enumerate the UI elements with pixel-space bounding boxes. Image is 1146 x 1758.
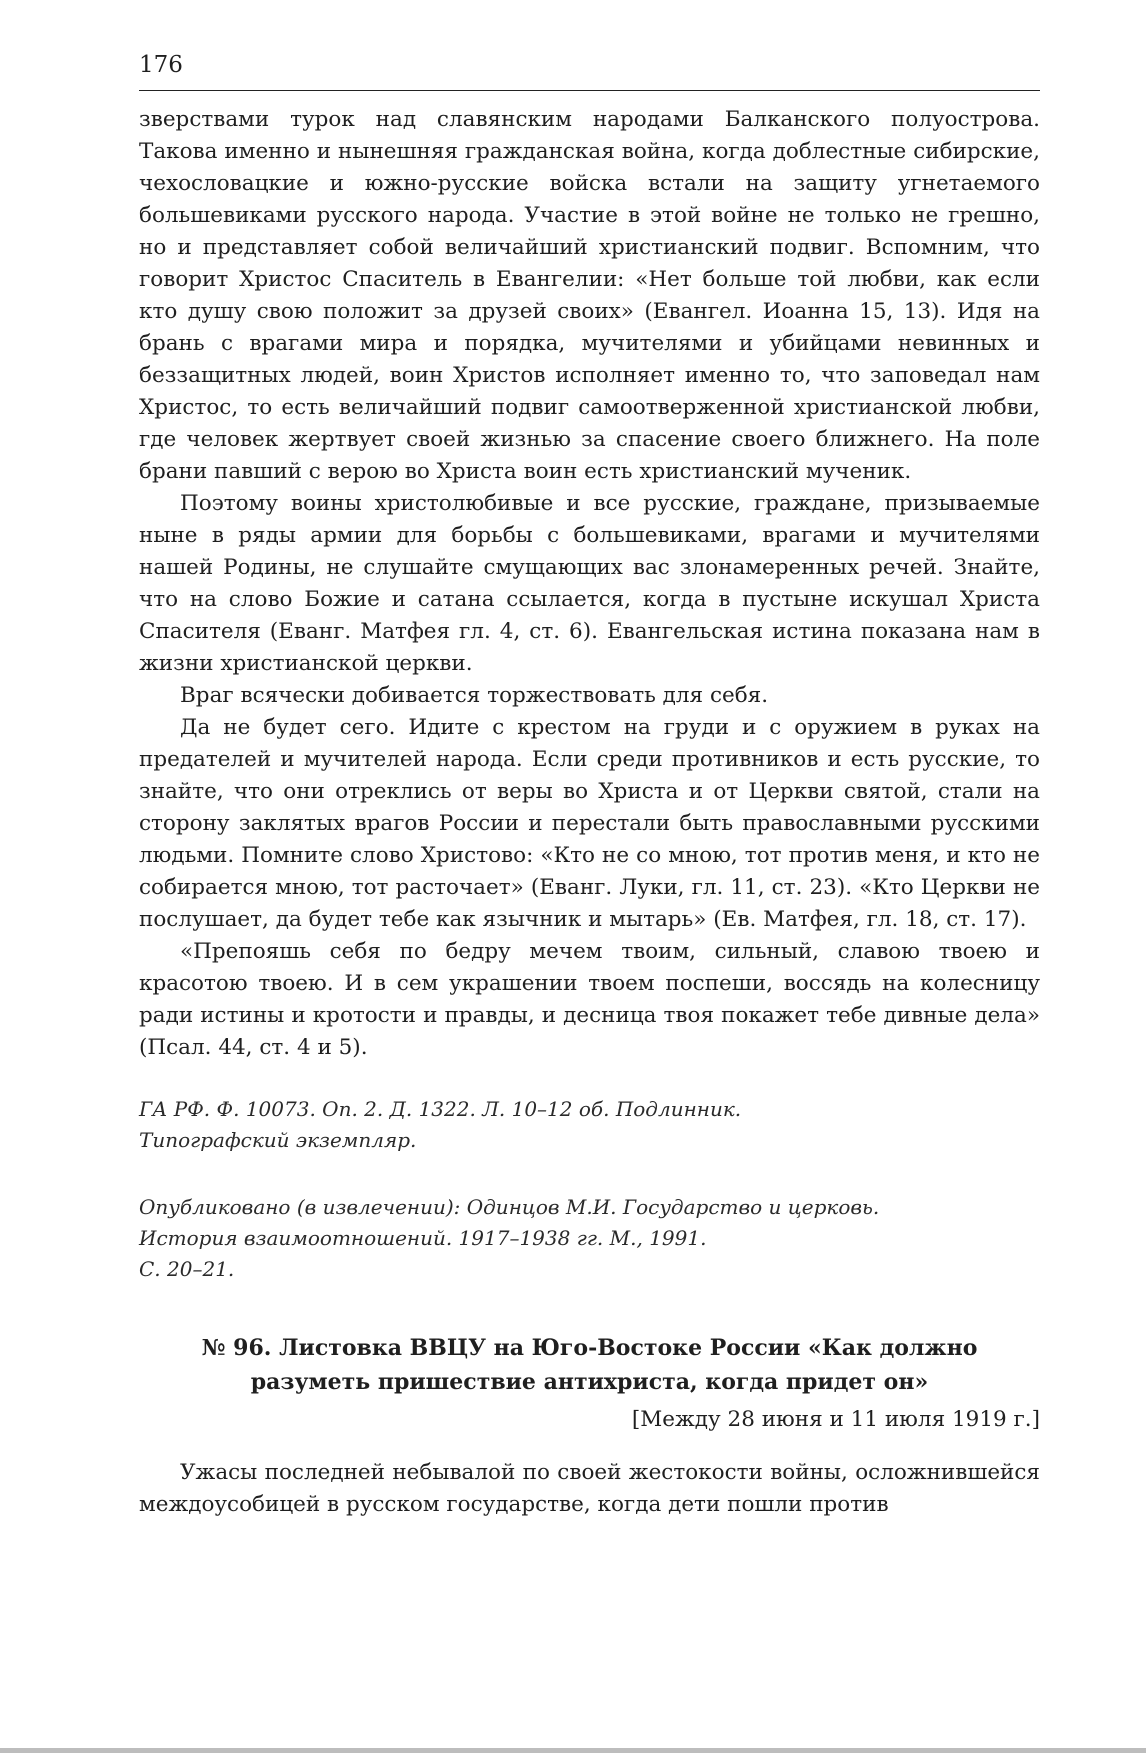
publication-line: С. 20–21. xyxy=(139,1257,235,1281)
document-intro: Ужасы последней небывалой по своей жестокости войны, осложнившейся междоусобицей в русском государстве, когда дети пошли против xyxy=(139,1460,1040,1517)
paragraph: «Препояшь себя по бедру мечем твоим, сильный, славою твоею и красотою твоею. И в сем украшении твоем поспеши, воссядь на колесницу ради истины и кротости и правды, и десница твоя покажет тебе дивные дела» (Псал. 44, ст. 4 и 5). xyxy=(139,939,1040,1060)
publication-line: Опубликовано (в извлечении): Одинцов М.И. Государство и церковь. xyxy=(139,1195,880,1219)
document-title: № 96. Листовка ВВЦУ на Юго-Востоке России «Как должно разуметь пришествие антихриста, когда придет он» xyxy=(201,1335,978,1395)
scan-edge xyxy=(0,1748,1146,1753)
document-date: [Между 28 июня и 11 июля 1919 г.] xyxy=(631,1407,1040,1432)
paragraph-continuation: зверствами турок над славянским народами Балканского полуострова. Такова именно и нынешняя гражданская война, когда доблестные сибирские, чехословацкие и южно-русские войска встали на защиту угнетаемого большевиками русского народа. Участие в этой войне не только не грешно, но и представляет собой величайший христианский подвиг. Вспомним, что говорит Христос Спаситель в Евангелии: «Нет больше той любви, как если кто душу свою положит за друзей своих» (Евангел. Иоанна 15, 13). Идя на брань с врагами мира и порядка, мучителями и убийцами невинных и беззащитных людей, воин Христов исполняет именно то, что заповедал нам Христос, то есть величайший подвиг самоотверженной христианской любви, где человек жертвует своей жизнью за спасение своего ближнего. На поле брани павший с верою во Христа воин есть христианский мученик. xyxy=(139,107,1040,484)
header-rule xyxy=(139,90,1040,91)
archive-source-line: Типографский экземпляр. xyxy=(139,1128,417,1152)
main-text xyxy=(139,104,1040,1521)
paragraph: Поэтому воины христолюбивые и все русские, граждане, призываемые ныне в ряды армии для борьбы с большевиками, врагами и мучителями нашей Родины, не слушайте смущающих вас злонамеренных речей. Знайте, что на слово Божие и сатана ссылается, когда в пустыне искушал Христа Спасителя (Еванг. Матфея гл. 4, ст. 6). Евангельская истина показана нам в жизни христианской церкви. xyxy=(139,491,1040,676)
archive-source xyxy=(139,1094,1040,1156)
archive-source-line: ГА РФ. Ф. 10073. Оп. 2. Д. 1322. Л. 10–12 об. Подлинник. xyxy=(139,1097,742,1121)
paragraph: Враг всячески добивается торжествовать для себя. xyxy=(180,683,769,708)
paragraph: Да не будет сего. Идите с крестом на груди и с оружием в руках на предателей и мучителей народа. Если среди противников и есть русские, то знайте, что они отреклись от веры во Христа и от Церкви святой, стали на сторону заклятых врагов России и перестали быть православными русскими людьми. Помните слово Христово: «Кто не со мною, тот против меня, и кто не собирается мною, тот расточает» (Еванг. Луки, гл. 11, ст. 23). «Кто Церкви не послушает, да будет тебе как язычник и мытарь» (Ев. Матфея, гл. 18, ст. 17). xyxy=(139,715,1040,932)
publication-reference xyxy=(139,1192,1040,1285)
publication-line: История взаимоотношений. 1917–1938 гг. М., 1991. xyxy=(139,1226,707,1250)
page-number: 176 xyxy=(139,52,183,78)
